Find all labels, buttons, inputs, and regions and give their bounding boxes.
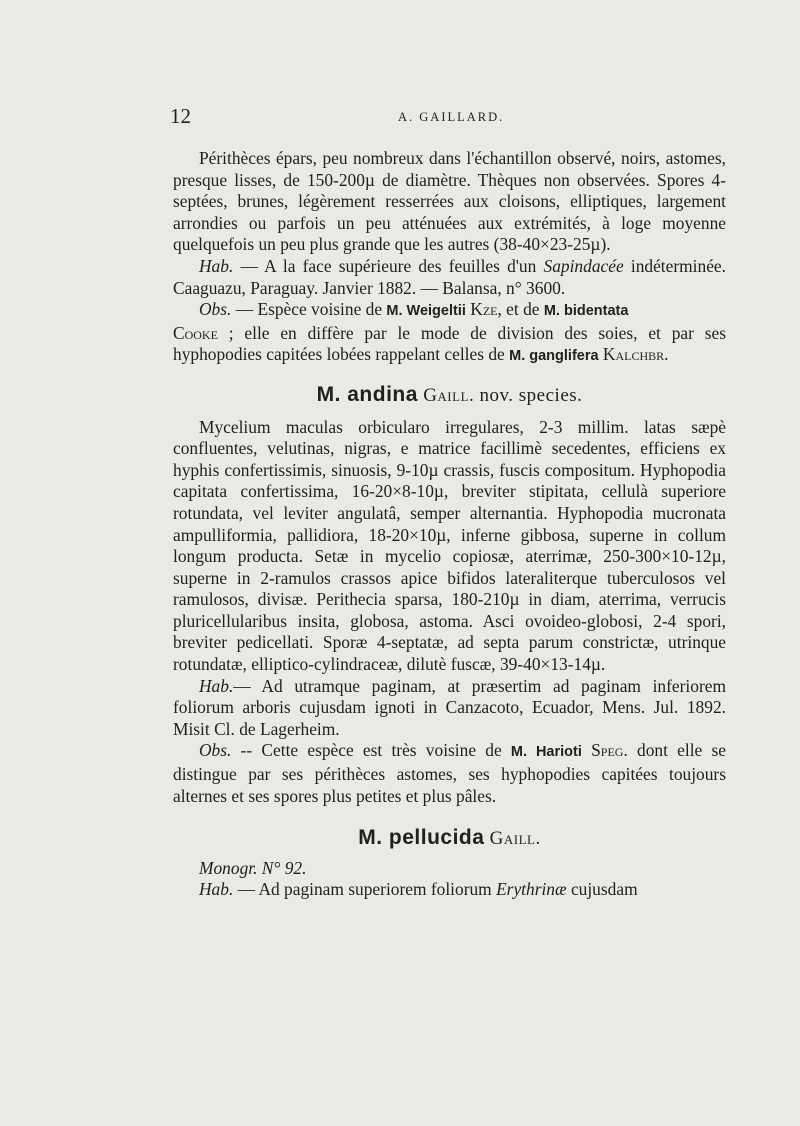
obs-label: Obs. bbox=[199, 299, 232, 320]
species-ref: M. bidentata bbox=[543, 303, 629, 320]
species-heading: M. pellucida Gaill. bbox=[358, 826, 541, 850]
obs-label: Obs. bbox=[199, 740, 232, 761]
description-paragraph: Périthèces épars, peu nombreux dans l'échantillon observé, noirs, astomes, presque lisses, de 150-200µ de diamètre. Thèques non observées. Spores 4-septées, brunes, légèrement resserrées aux cloisons, elliptiques, largement arrondies ou parfois un peu atténuées aux extrémités, à loge moyenne quelquefois un peu plus grande que les autres (38-40×23-25µ). bbox=[173, 148, 726, 255]
body-text bbox=[173, 148, 726, 901]
habitat-paragraph: Hab. — A la face supérieure des feuilles d'un Sapindacée indéterminée. Caaguazu, Paraguay. Janvier 1882. — Balansa, n° 3600. bbox=[173, 255, 726, 298]
hab-label: Hab. bbox=[199, 255, 234, 276]
observation-paragraph: Obs. -- Cette espèce est très voisine de M. Harioti Speg. dont elle se distingue par ses périthèces astomes, ses hyphopodies capitées toujours alternes et ses spores plus petites et plus pâles. bbox=[173, 740, 726, 806]
species-ref: M. Weigeltii bbox=[386, 303, 466, 320]
species-ref: M. Harioti bbox=[510, 744, 582, 761]
latin-diagnosis: Mycelium maculas orbicularo irregulares, 2-3 millim. latas sæpè confluentes, velutinas, nigras, e matrice facillimè secedentes, efficiens ex hyphis confertissimis, sinuosis, 9-10µ crassis, fuscis compositum. Hyphopodia capitata confertissima, 16-20×8-10µ, breviter stipitata, cellulà superiore rotundata, vel leviter angulatâ, semper alternantia. Hyphopodia mucronata ampulliformia, pallidiora, 18-20×10µ, inferne gibbosa, superne in collum longum producta. Setæ in mycelio copiosæ, aterrimæ, 250-300×10-12µ, superne in 2-ramulos crassos apice bifidos lateraliterque tuberculosos vel ramulosos, divisæ. Perithecia sparsa, 180-210µ in diam, aterrima, verrucis pluricellularibus insita, globosa, astoma. Asci ovoideo-globosi, 2-4 spori, breviter pedicellati. Sporæ 4-septatæ, ad septa parum constrictæ, utrinque rotundatæ, elliptico-cylindraceæ, dilutè fuscæ, 39-40×13-14µ. bbox=[173, 416, 726, 675]
host-taxon: Erythrinæ bbox=[496, 879, 567, 900]
habitat-paragraph: Hab.— Ad utramque paginam, at præsertim ad paginam inferiorem foliorum arboris cujusdam ignoti in Canzacoto, Ecuador, Mens. Jul. 1892. Misit Cl. de Lagerheim. bbox=[173, 675, 726, 739]
page-number: 12 bbox=[170, 104, 191, 128]
species-ref: M. ganglifera bbox=[509, 348, 599, 365]
running-head-author: A. GAILLARD. bbox=[398, 110, 505, 124]
monograph-ref: Monogr. N° 92. bbox=[199, 857, 307, 878]
observation-paragraph: Obs. — Espèce voisine de M. Weigeltii Kze, et de M. bidentata Cooke ; elle en diffère par le mode de division des soies, et par ses hyphopodies capitées lobées rappelant celles de M. ganglifera Kalchbr. bbox=[173, 299, 726, 365]
host-taxon: Sapindacée bbox=[543, 255, 624, 276]
hab-label: Hab. bbox=[199, 675, 234, 696]
hab-label: Hab. bbox=[199, 879, 234, 900]
species-heading: M. andina Gaill. nov. species. bbox=[316, 382, 583, 406]
habitat-paragraph: Hab. — Ad paginam superiorem foliorum Erythrinæ cujusdam bbox=[199, 879, 638, 900]
